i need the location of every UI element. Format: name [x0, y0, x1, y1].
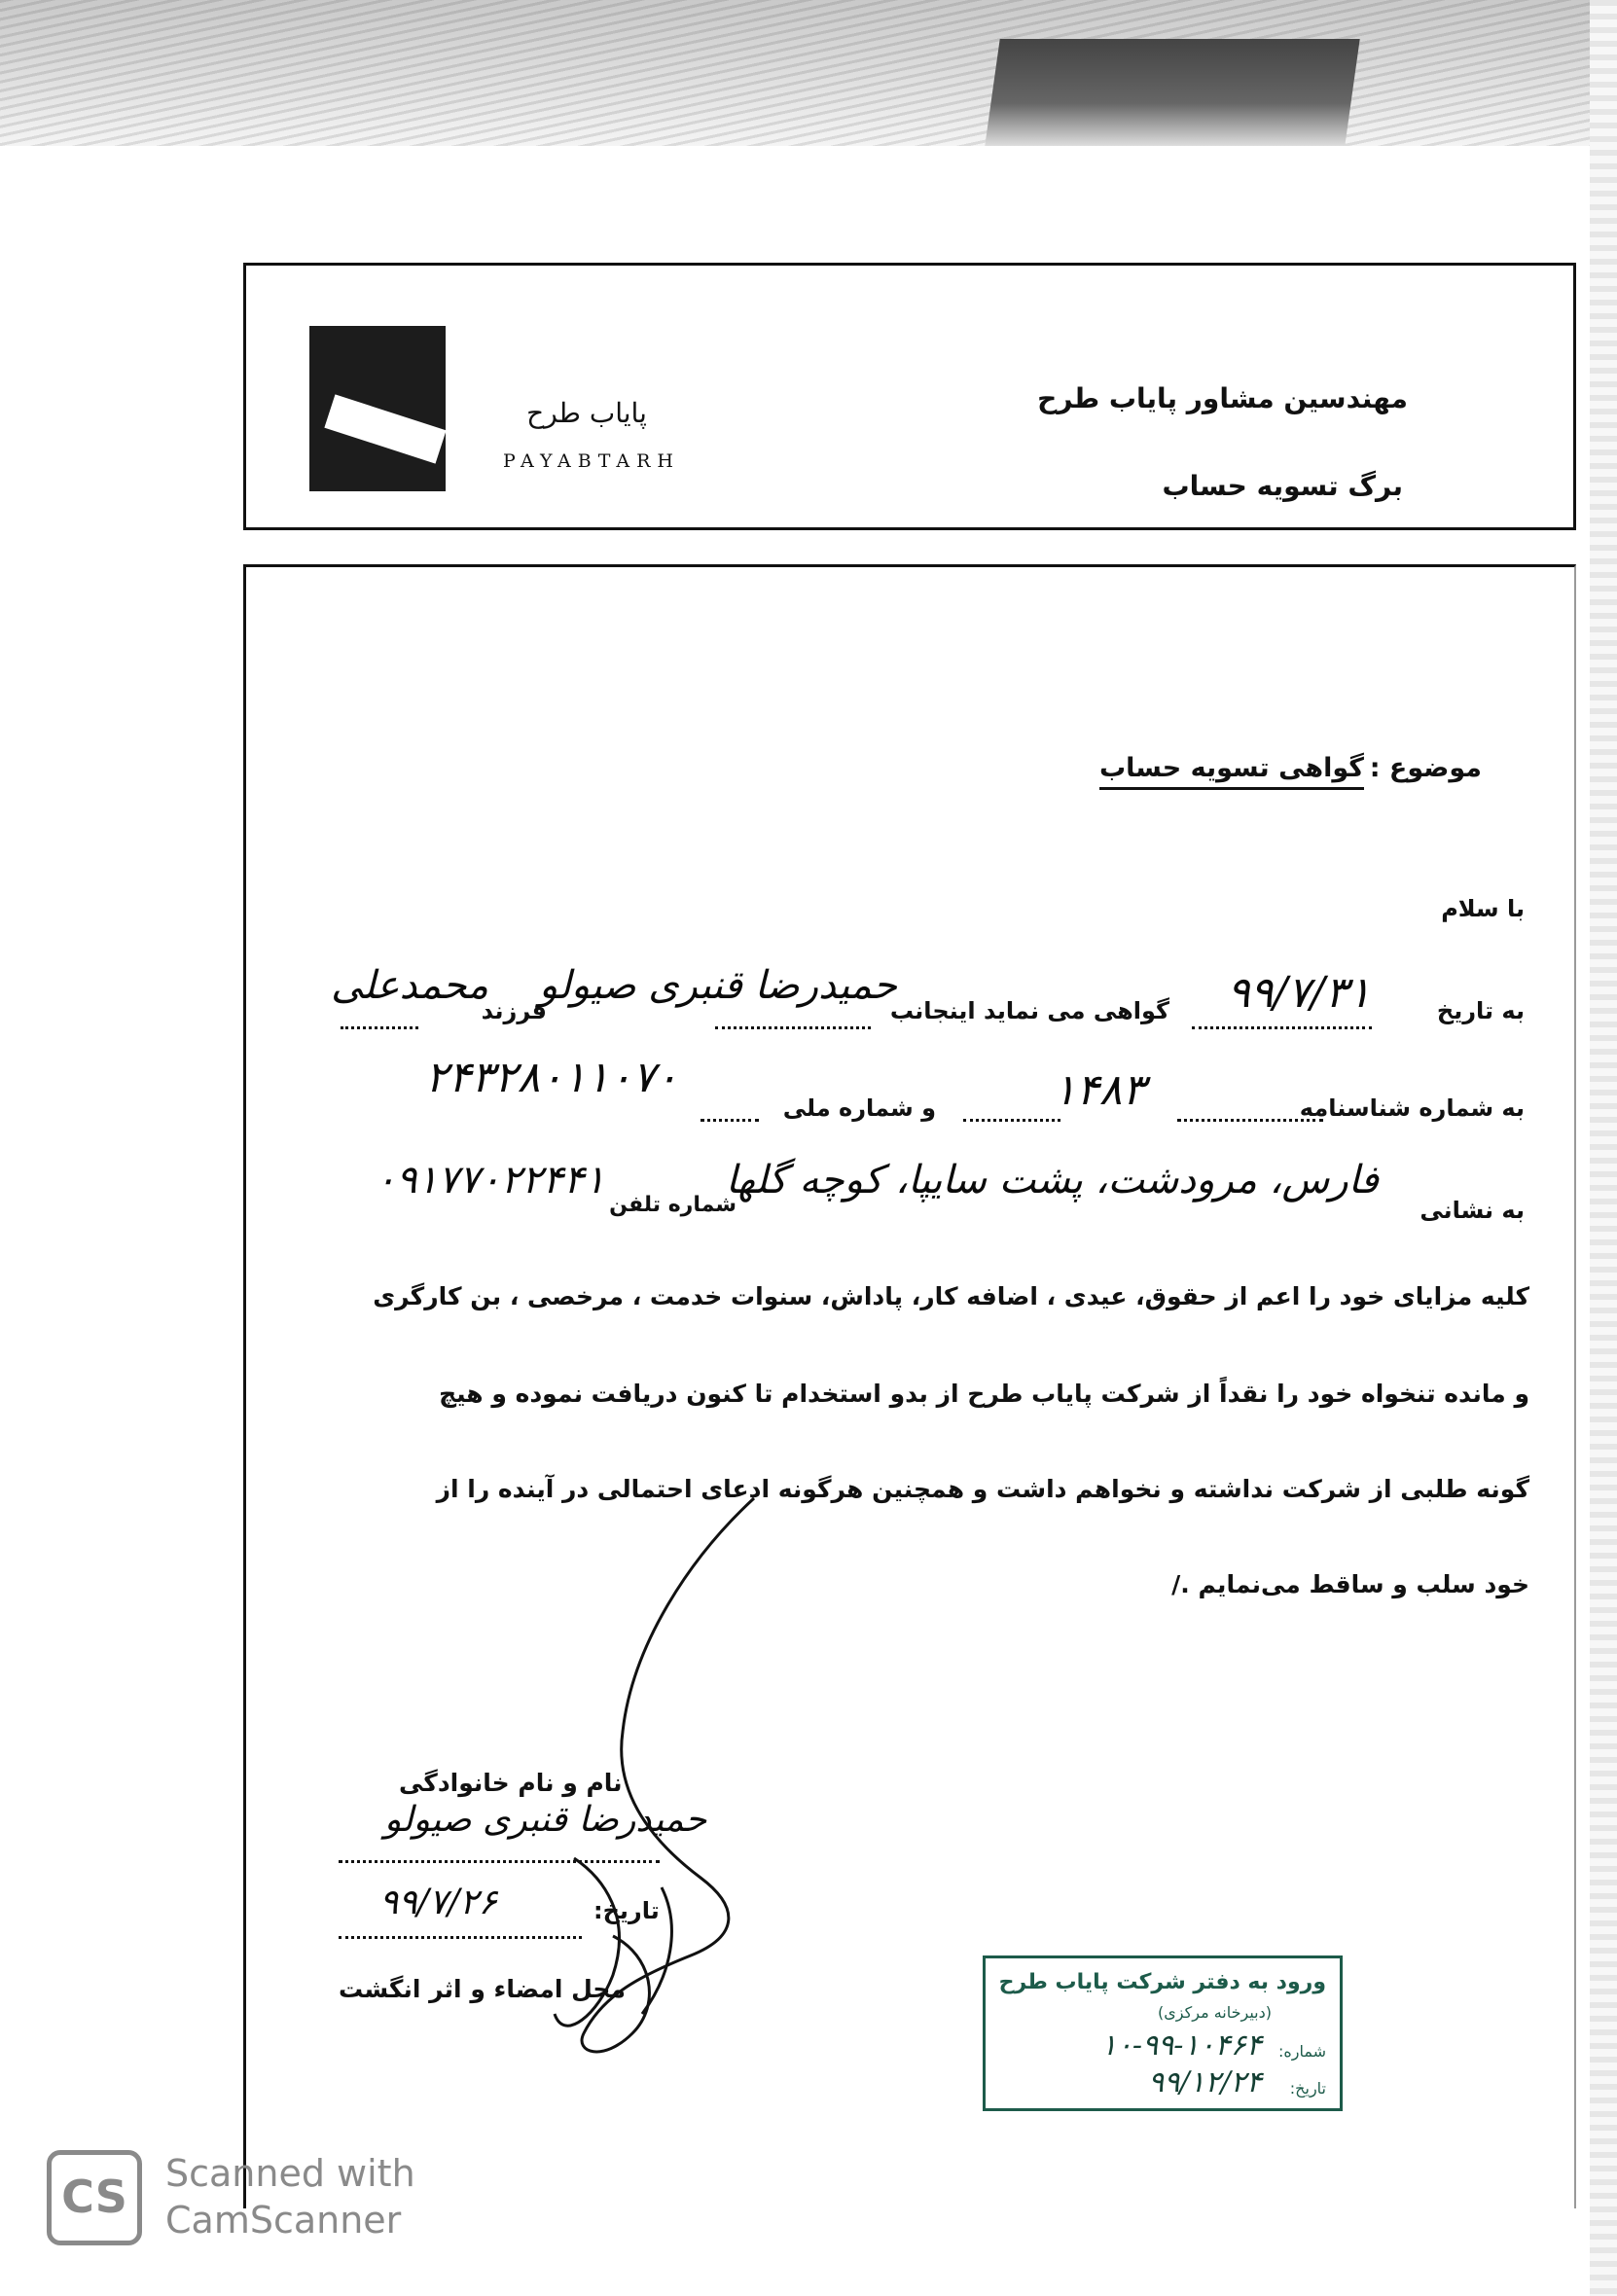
stamp-number-label: شماره: — [1277, 2042, 1326, 2061]
watermark-line-2: CamScanner — [165, 2199, 402, 2242]
handwritten-date: ۹۹/۷/۳۱ — [1227, 968, 1371, 1018]
phone-label: شماره تلفن — [609, 1193, 737, 1217]
scan-right-edge — [1590, 0, 1617, 2296]
stamp-date-value: ۹۹/۱۲/۲۴ — [1148, 2065, 1262, 2099]
watermark-line-1: Scanned with — [165, 2152, 415, 2195]
stamp-date-label: تاریخ: — [1289, 2079, 1326, 2098]
handwritten-sign-date: ۹۹/۷/۲۶ — [379, 1883, 497, 1922]
id-dots-b — [963, 1119, 1060, 1122]
greeting: با سلام — [1441, 895, 1525, 922]
paragraph-line-3: گونه طلبی از شرکت نداشته و نخواهم داشت و همچنین هرگونه ادعای احتمالی در آینده را از — [436, 1475, 1529, 1503]
scan-top-shadow — [0, 0, 1617, 146]
name-dots — [715, 1026, 871, 1029]
date-label: به تاریخ — [1436, 997, 1525, 1024]
signature-field-label: محل امضاء و اثر انگشت — [339, 1975, 626, 2003]
national-dots — [701, 1119, 759, 1122]
stamp-subtitle: (دبیرخانه مرکزی) — [1158, 2003, 1272, 2022]
handwritten-national-id: ۲۴۳۲۸۰۱۱۰۷۰ — [425, 1053, 678, 1102]
scan-dark-corner — [985, 39, 1359, 146]
logo-latin-text: PAYABTARH — [503, 450, 680, 472]
camscanner-logo-icon: CS — [47, 2150, 142, 2245]
name-field-label: نام و نام خانوادگی — [399, 1769, 623, 1797]
certify-text: گواهی می نماید اینجانب — [889, 997, 1169, 1024]
handwritten-signature-icon — [545, 1469, 837, 2072]
paragraph-line-2: و مانده تنخواه خود را نقداً از شرکت پایاب طرح از بدو استخدام تا کنون دریافت نموده و هیچ — [439, 1380, 1529, 1408]
paragraph-line-4: خود سلب و ساقط می‌نمایم ./ — [1171, 1570, 1529, 1598]
logo-persian-text: پایاب طرح — [526, 397, 647, 429]
company-name: مهندسین مشاور پایاب طرح — [1037, 382, 1408, 414]
subject-text: گواهی تسویه حساب — [1099, 753, 1364, 790]
date-dots — [1192, 1026, 1372, 1029]
address-label: به نشانی — [1419, 1197, 1525, 1224]
handwritten-phone: ۰۹۱۷۷۰۲۲۴۴۱ — [375, 1158, 605, 1202]
stamp-title: ورود به دفتر شرکت پایاب طرح — [998, 1970, 1326, 1994]
handwritten-id-number: ۱۴۸۳ — [1053, 1065, 1145, 1115]
company-logo-icon — [309, 326, 446, 491]
registration-stamp — [983, 1955, 1343, 2111]
camscanner-watermark — [165, 2150, 415, 2243]
subject-label: موضوع : — [1369, 753, 1482, 783]
letterhead-box — [243, 263, 1576, 530]
paragraph-line-1: کلیه مزایای خود را اعم از حقوق، عیدی ، اضافه کار، پاداش، سنوات خدمت ، مرخصی ، بن کارگری — [373, 1282, 1529, 1310]
handwritten-signer-name: حمیدرضا قنبری صیولو — [384, 1800, 707, 1840]
father-dots — [341, 1026, 418, 1029]
id-dots-a — [1177, 1119, 1323, 1122]
form-title: برگ تسویه حساب — [1162, 470, 1403, 502]
handwritten-father: محمدعلی — [331, 963, 488, 1008]
national-id-label: و شماره ملی — [782, 1094, 936, 1122]
handwritten-address: فارس، مرودشت، پشت سایپا، کوچه گلها — [725, 1158, 1379, 1202]
stamp-number-value: ۱۰-۹۹-۱۰۴۶۴ — [1100, 2028, 1262, 2063]
id-label: به شماره شناسنامه — [1299, 1094, 1525, 1122]
sign-date-label: تاریخ: — [593, 1897, 660, 1924]
child-of-label: فرزند — [481, 997, 547, 1024]
handwritten-name: حمیدرضا قنبری صیولو — [538, 963, 897, 1008]
